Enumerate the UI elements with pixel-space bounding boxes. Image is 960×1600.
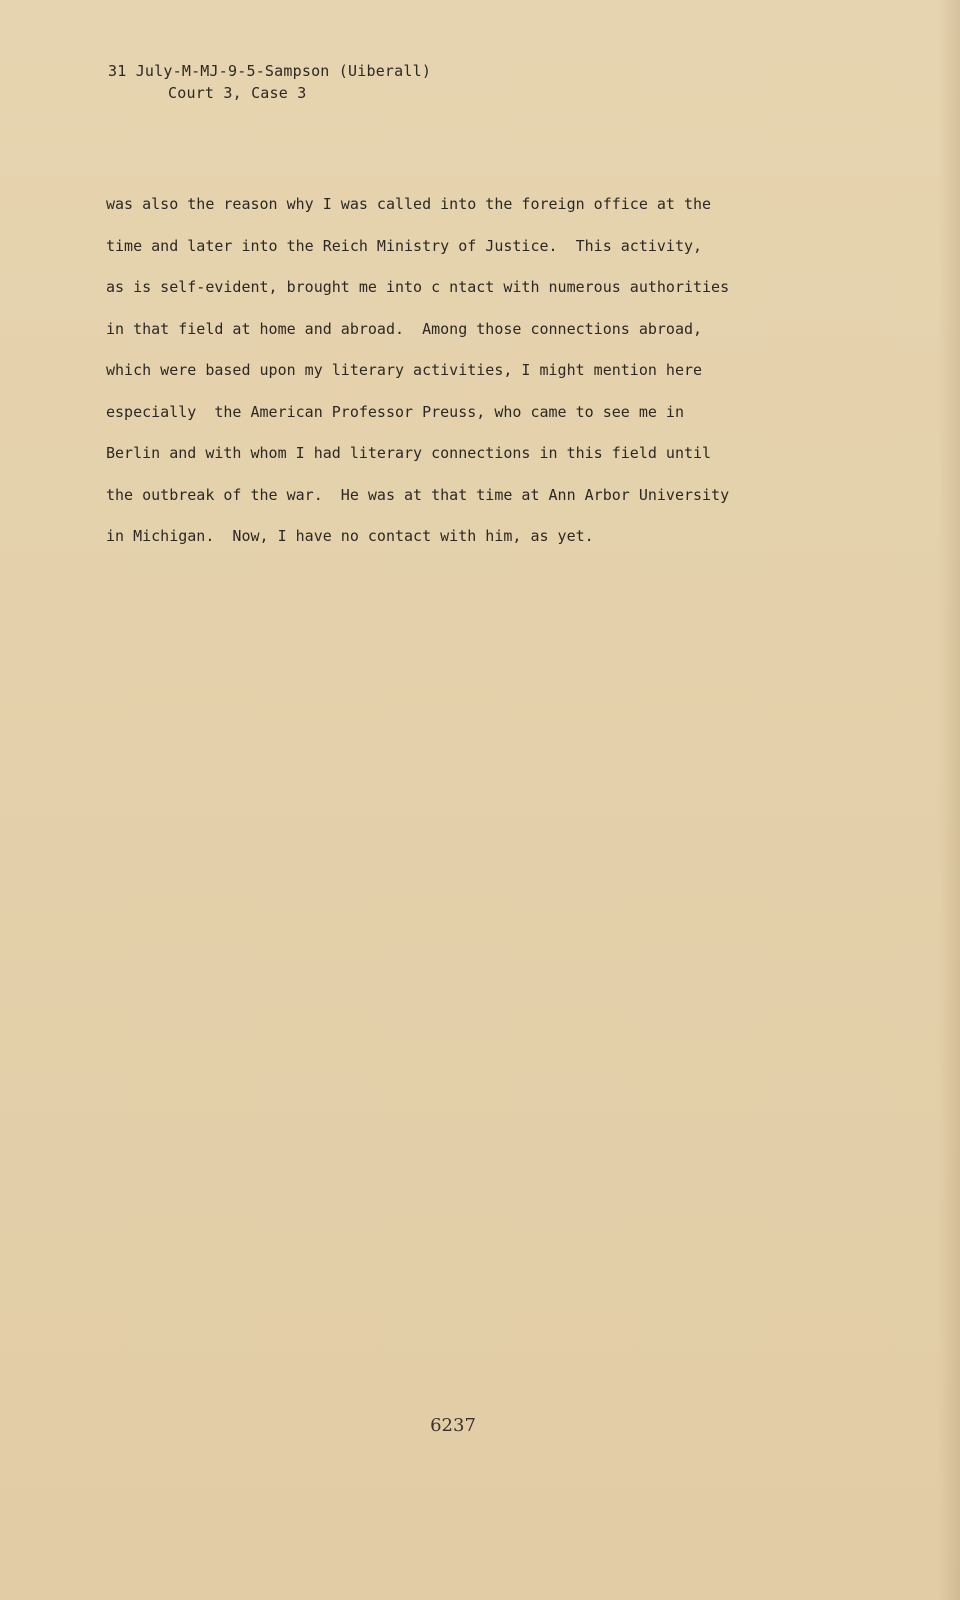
- page-number: 6237: [430, 1415, 476, 1436]
- transcript-header: [108, 60, 431, 104]
- header-court-line: Court 3, Case 3: [168, 84, 307, 102]
- body-line: in that field at home and abroad. Among those connections abroad,: [106, 319, 703, 338]
- body-line: Berlin and with whom I had literary connections in this field until: [106, 444, 712, 462]
- body-line: was also the reason why I was called into the foreign office at the: [106, 195, 712, 213]
- body-line: especially the American Professor Preuss, who came to see me in: [106, 402, 684, 421]
- page-edge-shadow: [938, 0, 960, 1600]
- body-line: in Michigan. Now, I have no contact with him, as yet.: [106, 527, 594, 545]
- body-line: time and later into the Reich Ministry of Justice. This activity,: [106, 236, 703, 255]
- header-session-line: 31 July-M-MJ-9-5-Sampson (Uiberall): [108, 62, 432, 80]
- body-line: which were based upon my literary activities, I might mention here: [106, 361, 703, 379]
- body-line: as is self-evident, brought me into c ntact with numerous authorities: [106, 278, 730, 296]
- body-line: the outbreak of the war. He was at that time at Ann Arbor University: [106, 485, 730, 504]
- transcript-body: [106, 184, 846, 558]
